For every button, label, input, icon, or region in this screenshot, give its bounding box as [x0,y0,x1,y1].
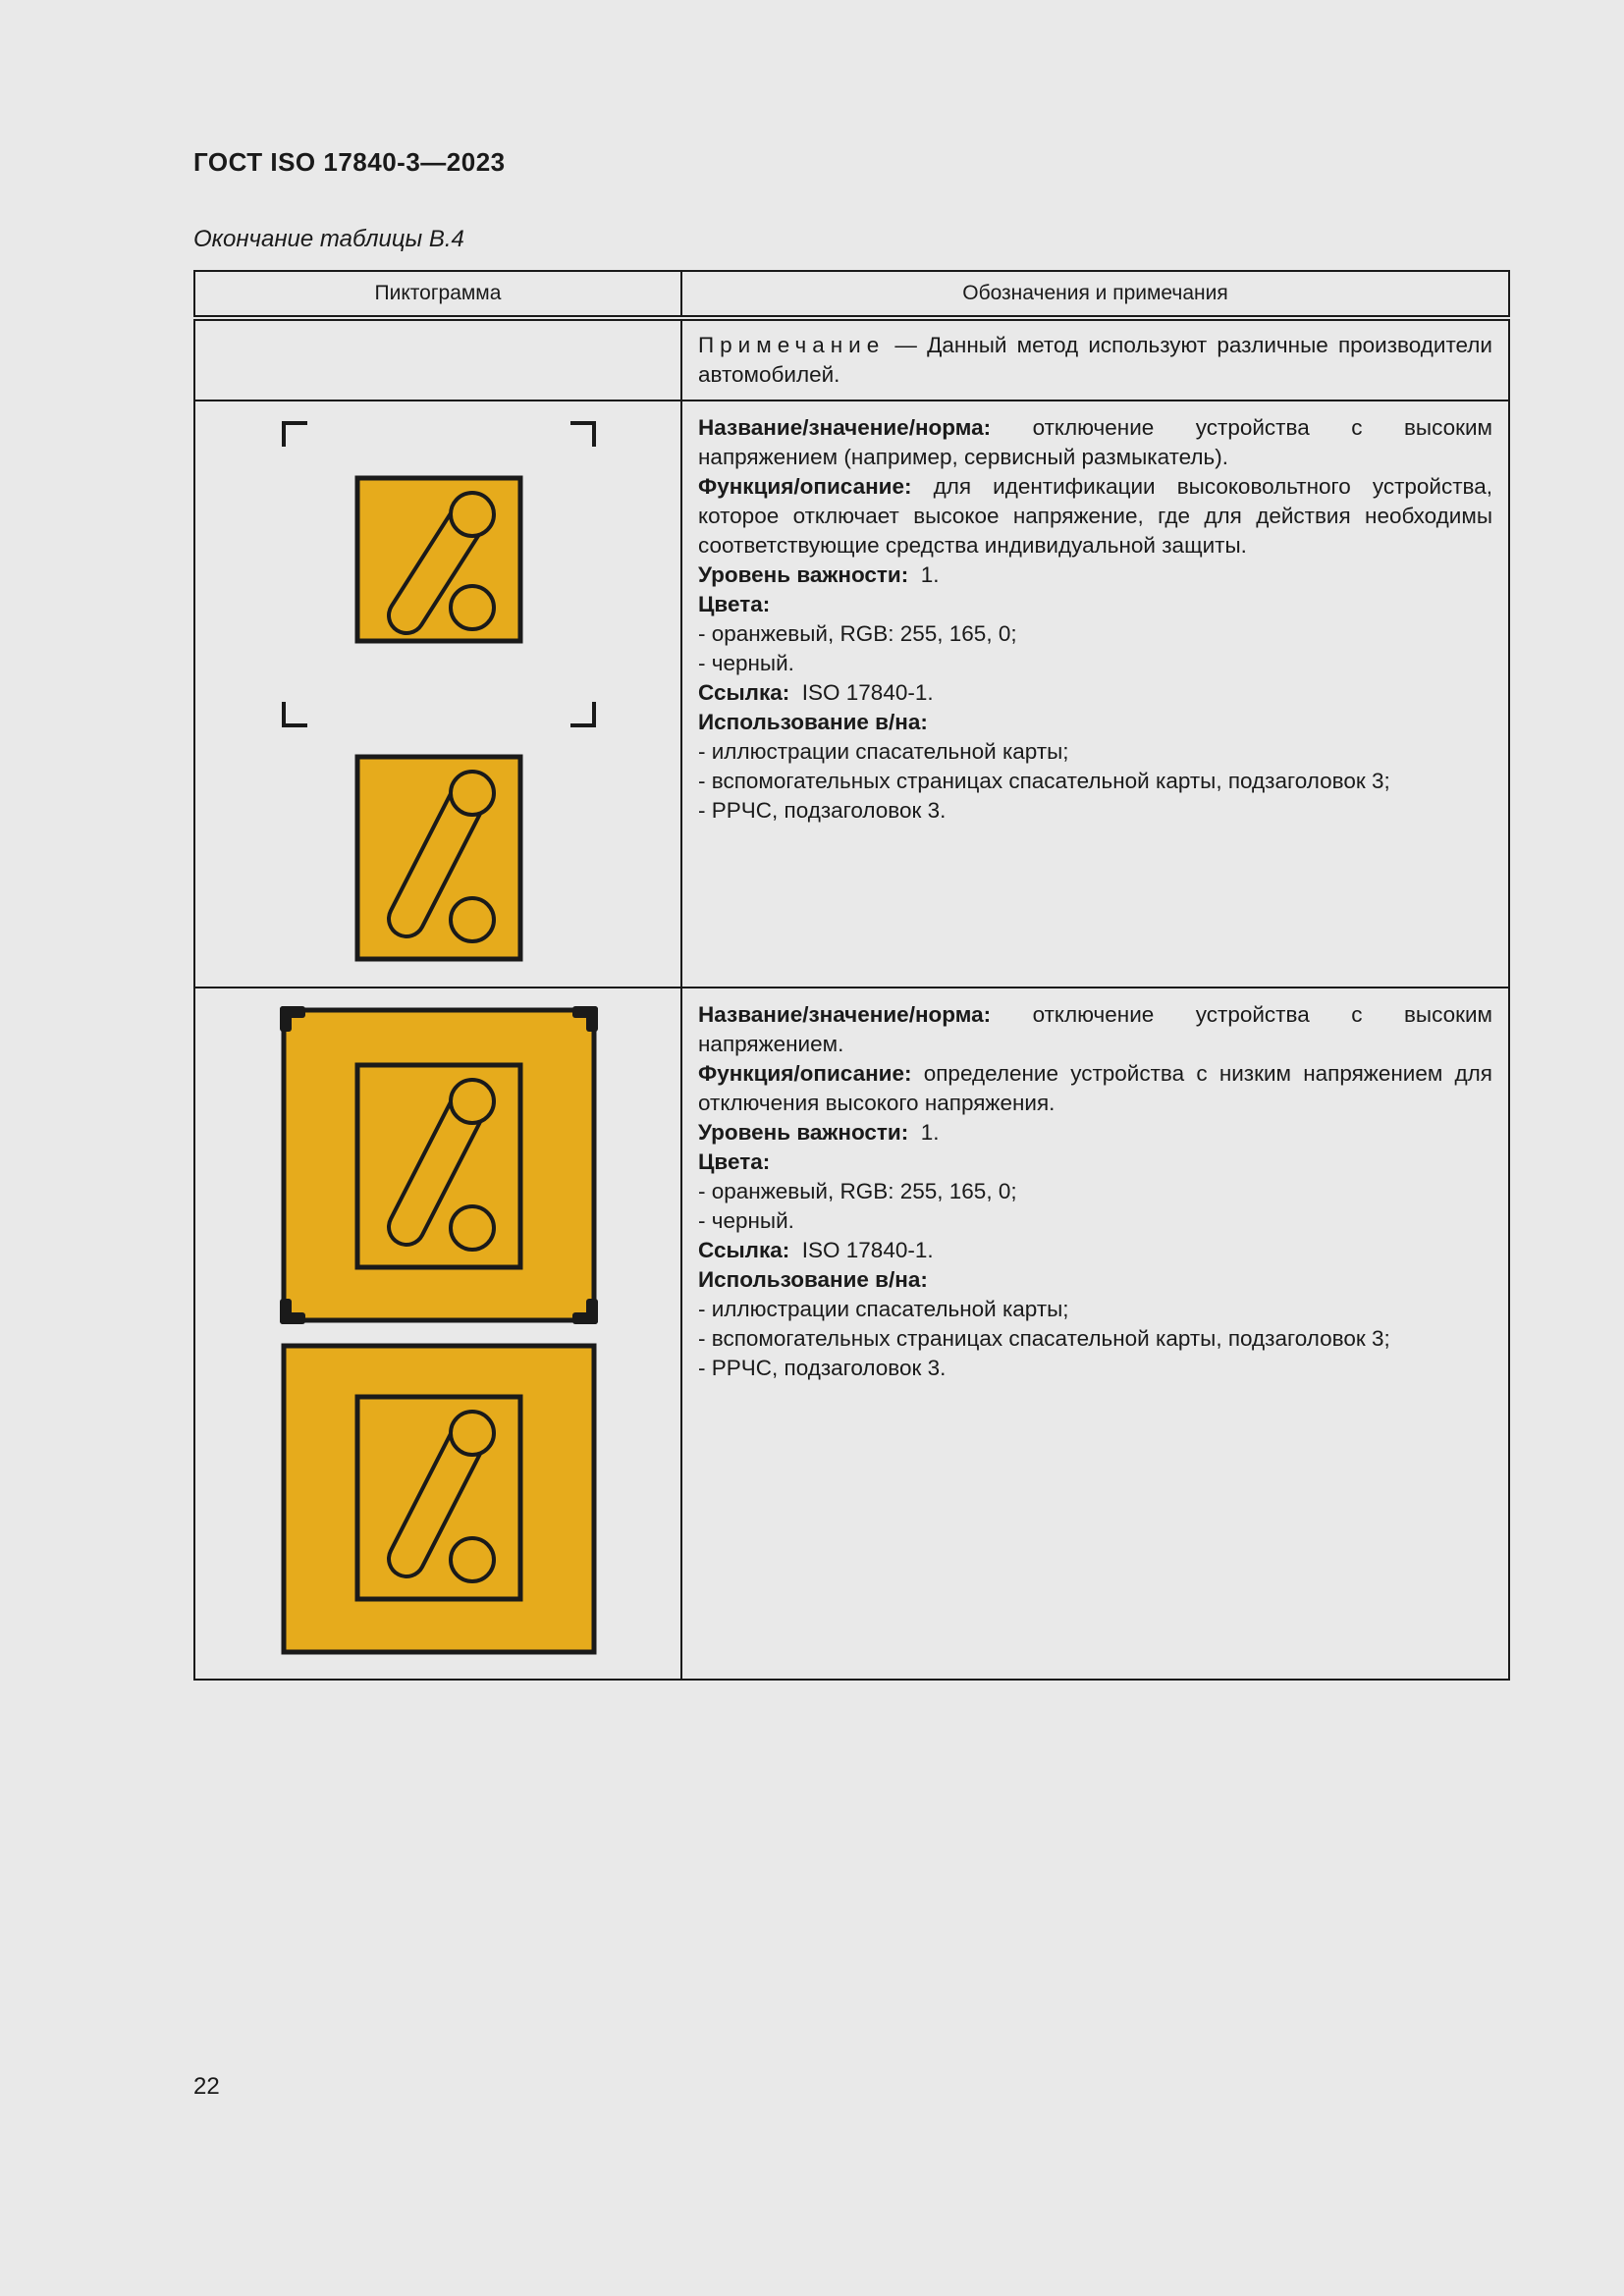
name-text: отключение устройства с высоким напряжением (например, сервисный размыкатель). [698,415,1492,469]
reference-label: Ссылка: [698,680,790,705]
color-item: - оранжевый, RGB: 255, 165, 0; [698,1179,1017,1203]
column-header-pictogram: Пиктограмма [194,271,681,318]
usage-item: - иллюстрации спасательной карты; [698,739,1069,764]
table-row [194,988,1509,1680]
pictogram-group-2 [195,988,682,1679]
usage-item: - вспомогательных страницах спасательной карты, подзаголовок 3; [698,769,1390,793]
level-text: 1. [920,562,940,587]
pictogram-group-1 [195,401,682,987]
table-caption: Окончание таблицы В.4 [193,226,464,252]
level-label: Уровень важности: [698,1120,909,1145]
reference-text: ISO 17840-1. [801,1238,934,1262]
pictogram-cell [194,400,681,988]
disconnect-switch-icon [357,1397,520,1599]
color-item: - черный. [698,1208,794,1233]
level-text: 1. [920,1120,940,1145]
function-text: определение устройства с низким напряжением для отключения высокого напряжения. [698,1061,1492,1115]
reference-text: ISO 17840-1. [801,680,934,705]
colors-label: Цвета: [698,1149,771,1174]
empty-pictogram-cell [194,318,681,400]
color-item: - черный. [698,651,794,675]
document-header: ГОСТ ISO 17840-3—2023 [193,147,506,177]
usage-item: - РРЧС, подзаголовок 3. [698,798,947,823]
usage-item: - вспомогательных страницах спасательной карты, подзаголовок 3; [698,1326,1390,1351]
description-cell [681,400,1509,988]
function-label: Функция/описание: [698,474,912,499]
colors-label: Цвета: [698,592,771,616]
name-label: Название/значение/норма: [698,415,992,440]
usage-label: Использование в/на: [698,1267,928,1292]
pictogram-cell [194,988,681,1680]
color-item: - оранжевый, RGB: 255, 165, 0; [698,621,1017,646]
description-cell [681,988,1509,1680]
column-header-notes: Обозначения и примечания [681,271,1509,318]
name-label: Название/значение/норма: [698,1002,992,1027]
framed-switch-sign [280,1006,598,1324]
usage-item: - иллюстрации спасательной карты; [698,1297,1069,1321]
note-text: — Данный метод используют различные производители автомобилей. [698,333,1492,387]
disconnect-switch-icon [357,757,520,959]
framed-switch-sign [284,1346,594,1652]
pictogram-table [193,270,1510,1681]
note-label: Примечание [698,333,886,357]
page-number: 22 [193,2073,220,2100]
disconnect-switch-icon [357,1065,520,1267]
reference-label: Ссылка: [698,1238,790,1262]
disconnect-switch-icon [357,478,520,641]
note-cell [681,318,1509,400]
function-label: Функция/описание: [698,1061,912,1086]
table-row-note [194,318,1509,400]
level-label: Уровень важности: [698,562,909,587]
table-row [194,400,1509,988]
usage-item: - РРЧС, подзаголовок 3. [698,1356,947,1380]
name-text: отключение устройства с высоким напряжением. [698,1002,1492,1056]
usage-label: Использование в/на: [698,710,928,734]
function-text: для идентификации высоковольтного устройства, которое отключает высокое напряжение, где для действия необходимы соответствующие средства индивидуальной защиты. [698,474,1492,558]
